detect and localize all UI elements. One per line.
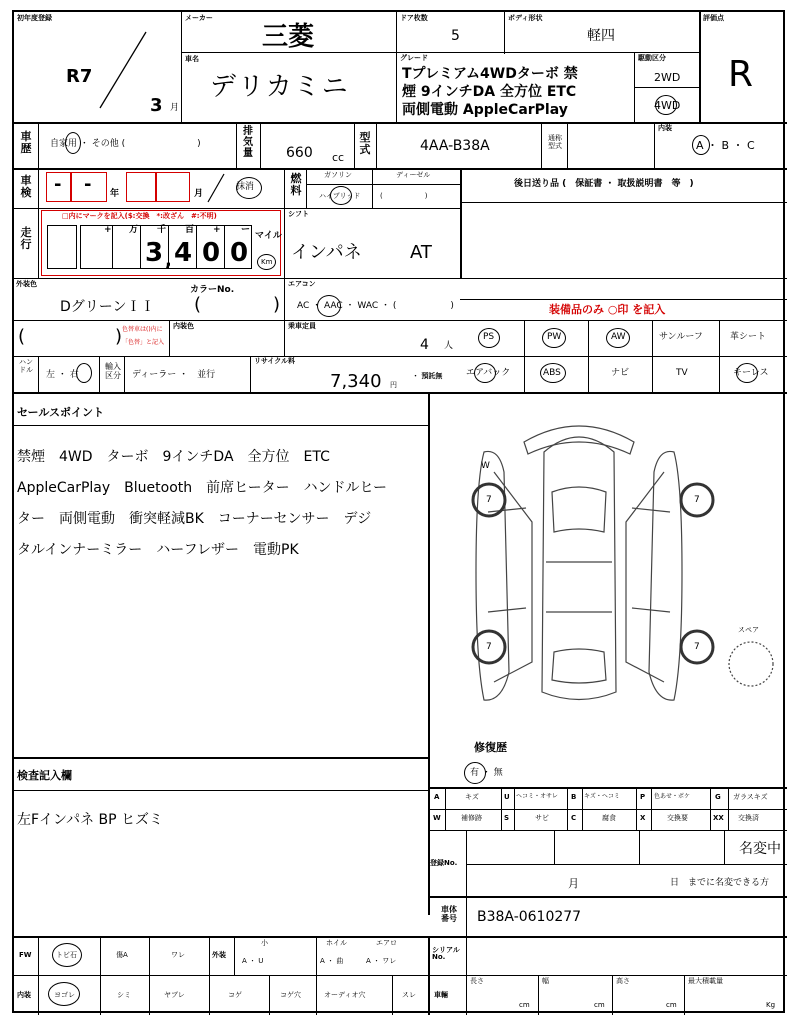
displacement-value: 660 xyxy=(286,145,313,161)
unit-man: 万 xyxy=(129,225,139,235)
fw-chip: トビ石 xyxy=(56,951,77,959)
history-circle xyxy=(65,132,81,154)
inspect-month-unit: 月 xyxy=(194,189,204,199)
check-label: 検査記入欄 xyxy=(17,769,72,782)
size-length-unit: cm xyxy=(519,1001,530,1009)
displacement-label: 排気量 xyxy=(243,126,253,159)
sales-line-2: AppleCarPlay Bluetooth 前席ヒーター ハンドルヒー xyxy=(17,480,388,496)
legend-code-u: U xyxy=(504,793,510,801)
unit-km: Km xyxy=(261,258,273,266)
mileage-comma: , xyxy=(165,250,172,271)
legend-code-p: P xyxy=(640,793,646,801)
legend-code-w: W xyxy=(433,814,441,822)
capacity-label: 乗車定員 xyxy=(288,322,316,330)
int-color-label: 内装色 xyxy=(173,322,194,330)
legend-code-x: X xyxy=(640,814,646,822)
equip-tv: TV xyxy=(676,368,688,378)
fw-crack: ワレ xyxy=(171,951,185,959)
ext-wheel-label: ホイル xyxy=(326,939,347,947)
unit-one: ー xyxy=(241,225,251,235)
interior-circle xyxy=(692,135,710,155)
history-value: 自家用 ・ その他 ( ) xyxy=(50,139,201,149)
ac-label: エアコン xyxy=(288,280,316,288)
ac-circle xyxy=(317,295,341,317)
capacity-value: 4 xyxy=(420,337,429,353)
inspect-year-unit: 年 xyxy=(110,189,120,199)
import-label: 輸入区分 xyxy=(105,362,121,380)
sales-line-1: 禁煙 4WD ターボ 9インチDA 全方位 ETC xyxy=(17,449,330,465)
equip-keyless: キーレス xyxy=(733,368,769,378)
legend-code-xx: XX xyxy=(713,814,724,822)
docs-label: 後日送り品 ( 保証書 ・ 取扱説明書 等 ) xyxy=(514,179,694,189)
interior-label: 内装 xyxy=(658,124,672,132)
color-change-paren: ( ) xyxy=(18,326,123,347)
body-value: 軽四 xyxy=(587,28,615,44)
auction-sheet xyxy=(12,10,785,1013)
legend-desc-s: サビ xyxy=(535,814,549,822)
mileage-digit-5: 0 xyxy=(202,238,221,268)
name-change: 名変中 xyxy=(739,841,781,857)
int-burn-hole: コゲ穴 xyxy=(280,991,301,999)
sales-line-3: ター 両側電動 衝突軽減BK コーナーセンサー デジ xyxy=(17,511,372,527)
recycle-deposit: ・ 預託無 xyxy=(412,372,443,380)
grade-line-3: 両側電動 AppleCarPlay xyxy=(402,102,568,118)
car-name-label: 車名 xyxy=(185,55,199,63)
ext-color-value: DグリーンＩＩ xyxy=(60,299,155,315)
grade-score: R xyxy=(728,54,754,95)
equip-navi: ナビ xyxy=(611,368,630,378)
mileage-mark-box xyxy=(47,225,77,269)
car-diagram xyxy=(454,412,774,712)
inspect-slash xyxy=(204,172,228,204)
equip-pw: PW xyxy=(547,332,562,342)
mileage-label: 走行 xyxy=(20,226,32,251)
legend-code-b: B xyxy=(571,793,577,801)
drive-4wd: 4WD xyxy=(654,99,681,112)
fuel-gasoline: ガソリン xyxy=(324,171,352,179)
repair-circle xyxy=(464,762,486,784)
registration-label: 登録No. xyxy=(430,859,458,867)
ext-aero-value: A ・ ワレ xyxy=(366,957,397,965)
equip-ps: PS xyxy=(483,332,495,342)
int-dirt: ヨゴレ xyxy=(54,991,75,999)
repair-label: 修復歴 xyxy=(474,741,507,754)
inspect-dash-2: - xyxy=(84,174,92,195)
max-load-label: 最大積載量 xyxy=(688,977,723,985)
spare-label: スペア xyxy=(738,626,759,634)
equip-airbag: エアバック xyxy=(466,368,511,378)
fw-scratch: 傷A xyxy=(116,951,128,959)
inspect-month-box-2 xyxy=(156,172,190,202)
serial-label: シリアルNo. xyxy=(432,946,460,961)
legend-code-g: G xyxy=(715,793,721,801)
color-no-label: カラーNo. xyxy=(190,285,235,295)
color-change-note-1: 色替車は()内に xyxy=(122,326,163,333)
grade-score-label: 評価点 xyxy=(703,14,724,22)
shift-value: インパネ xyxy=(291,242,362,263)
drive-2wd: 2WD xyxy=(654,71,681,84)
int-label: 内装 xyxy=(17,991,31,999)
slash-mark xyxy=(94,30,154,110)
drive-4wd-circle xyxy=(655,95,677,115)
int-audio-hole: オーディオ穴 xyxy=(324,991,366,999)
legend-desc-g: ガラスキズ xyxy=(733,793,768,801)
int-dirt-circle xyxy=(48,982,80,1006)
repair-value: 有 ・ 無 xyxy=(470,768,503,778)
grade-line-2: 煙 9インチDA 全方位 ETC xyxy=(402,84,577,100)
expired-value: 抹消 xyxy=(236,182,255,192)
common-model-label: 通称型式 xyxy=(548,134,562,150)
size-height-label: 高さ xyxy=(616,977,630,985)
equip-airbag-circle xyxy=(474,363,496,383)
size-height-unit: cm xyxy=(666,1001,677,1009)
unit-sen: 千 xyxy=(157,225,167,235)
fuel-diesel: ディーゼル xyxy=(396,171,431,179)
check-value: 左Fインパネ BP ヒズミ xyxy=(17,812,164,828)
drive-label: 駆動区分 xyxy=(638,54,666,62)
shift-label: シフト xyxy=(288,210,309,218)
legend-code-c: C xyxy=(571,814,577,822)
interior-grades: A ・ B ・ C xyxy=(696,139,755,152)
body-label: ボディ形状 xyxy=(508,14,543,22)
unit-mile: マイル xyxy=(255,231,282,241)
recycle-label: リサイクル料 xyxy=(254,357,296,365)
grade-label: グレード xyxy=(400,54,428,62)
equip-abs: ABS xyxy=(543,368,561,378)
inspection-label: 車検 xyxy=(20,174,32,199)
sales-line-4: タルインナーミラー ハーフレザー 電動PK xyxy=(17,542,299,558)
inspect-month-box-1 xyxy=(126,172,156,202)
legend-code-a: A xyxy=(434,793,440,801)
equip-title: 装備品のみ ○印 を記入 xyxy=(549,303,666,316)
vin-value: B38A-0610277 xyxy=(477,909,582,925)
maker-label: メーカー xyxy=(185,14,213,22)
ext-aero-label: エアロ xyxy=(376,939,397,947)
ext-color-label: 外装色 xyxy=(16,280,37,288)
grade-line-1: Tプレミアム4WDターボ 禁 xyxy=(402,66,578,82)
mark-wheel-rr: 7 xyxy=(694,642,700,652)
displacement-unit: cc xyxy=(332,151,345,164)
model-value: 4AA-B38A xyxy=(420,138,490,154)
reg-deadline: 日 までに名変できる方 xyxy=(670,878,770,888)
legend-desc-b: キズ・ヘコミ xyxy=(584,793,620,800)
equip-aw: AW xyxy=(611,332,626,342)
int-stain: シミ xyxy=(117,991,131,999)
shift-type: AT xyxy=(410,242,432,263)
unit-ten-man: + xyxy=(104,225,112,235)
fw-label: FW xyxy=(19,951,32,959)
handle-label: ハンドル xyxy=(19,358,33,374)
size-label: 車輛 xyxy=(434,991,448,999)
color-change-note-2: 「色替」と記入 xyxy=(122,339,165,346)
mark-wheel-fl: 7 xyxy=(486,495,492,505)
int-tear: ヤブレ xyxy=(164,991,185,999)
capacity-unit: 人 xyxy=(444,341,454,351)
maker-value: 三菱 xyxy=(262,22,315,52)
int-burn: コゲ xyxy=(228,991,242,999)
equip-abs-circle xyxy=(540,363,566,383)
ac-value: AC ・ AAC ・ WAC ・ ( ) xyxy=(297,301,454,311)
model-label: 型式 xyxy=(359,131,371,156)
mileage-note: □内にマークを記入($:交換 *:改ざん #:不明) xyxy=(62,212,217,220)
size-width-unit: cm xyxy=(594,1001,605,1009)
fw-chip-circle xyxy=(52,943,82,967)
doors-label: ドア枚数 xyxy=(400,14,428,22)
vin-label: 車体番号 xyxy=(441,905,457,923)
int-wear: スレ xyxy=(402,991,416,999)
mark-w-windshield: W xyxy=(481,461,490,471)
equip-leather: 革シート xyxy=(730,332,767,342)
size-length-label: 長さ xyxy=(470,977,484,985)
legend-desc-u: ヘコミ・オサレ xyxy=(516,793,558,800)
size-width-label: 幅 xyxy=(542,977,549,985)
mark-wheel-fr: 7 xyxy=(694,495,700,505)
legend-desc-xx: 交換済 xyxy=(738,814,759,822)
ext-small-label: 小 xyxy=(261,939,268,947)
legend-desc-w: 補修跡 xyxy=(461,814,482,822)
legend-desc-a: キズ xyxy=(465,793,479,801)
legend-code-s: S xyxy=(504,814,510,822)
reg-month: 月 xyxy=(568,877,579,890)
mileage-digit-3: 3 xyxy=(145,238,164,268)
color-no-paren: ( ) xyxy=(194,294,281,315)
unit-km-circle xyxy=(257,254,276,270)
expired-circle xyxy=(236,177,262,199)
handle-value: 左 ・ 右 xyxy=(46,370,79,380)
mileage-digit-4: 4 xyxy=(174,238,193,268)
fuel-label: 燃料 xyxy=(290,172,302,197)
doors-value: 5 xyxy=(451,28,460,44)
car-name: デリカミニ xyxy=(210,72,350,102)
fuel-hybrid-circle xyxy=(330,186,352,205)
mark-wheel-rl: 7 xyxy=(486,642,492,652)
ext-label: 外装 xyxy=(212,951,226,959)
recycle-value: 7,340 xyxy=(330,371,382,392)
legend-desc-c: 腐食 xyxy=(602,814,616,822)
fuel-other: ( ) xyxy=(380,192,428,200)
reg-month: 3 xyxy=(150,95,163,116)
ext-wheel-value: A ・ 曲 xyxy=(320,957,344,965)
recycle-unit: 円 xyxy=(390,381,397,389)
legend-desc-p: 色あせ・ボケ xyxy=(654,793,691,800)
equip-ps-circle xyxy=(478,328,500,348)
equip-aw-circle xyxy=(606,328,630,348)
fuel-hybrid: ハイブリッド xyxy=(319,192,361,200)
equip-sunroof: サンルーフ xyxy=(659,332,703,342)
equip-pw-circle xyxy=(542,328,566,348)
equip-keyless-circle xyxy=(736,363,758,383)
unit-hyaku: 百 xyxy=(185,225,195,235)
first-reg-label: 初年度登録 xyxy=(17,14,52,22)
history-label: 車歴 xyxy=(20,130,32,155)
era-year: R7 xyxy=(66,66,93,87)
mileage-digit-6: 0 xyxy=(230,238,249,268)
month-unit: 月 xyxy=(170,103,180,113)
legend-desc-x: 交換要 xyxy=(667,814,688,822)
max-load-unit: Kg xyxy=(766,1001,776,1009)
unit-ten: + xyxy=(213,225,221,235)
sales-label: セールスポイント xyxy=(17,406,105,419)
import-value: ディーラー ・ 並行 xyxy=(132,370,216,380)
ext-small-value: A ・ U xyxy=(242,957,264,965)
handle-circle xyxy=(76,363,92,383)
inspect-dash-1: - xyxy=(54,174,62,195)
